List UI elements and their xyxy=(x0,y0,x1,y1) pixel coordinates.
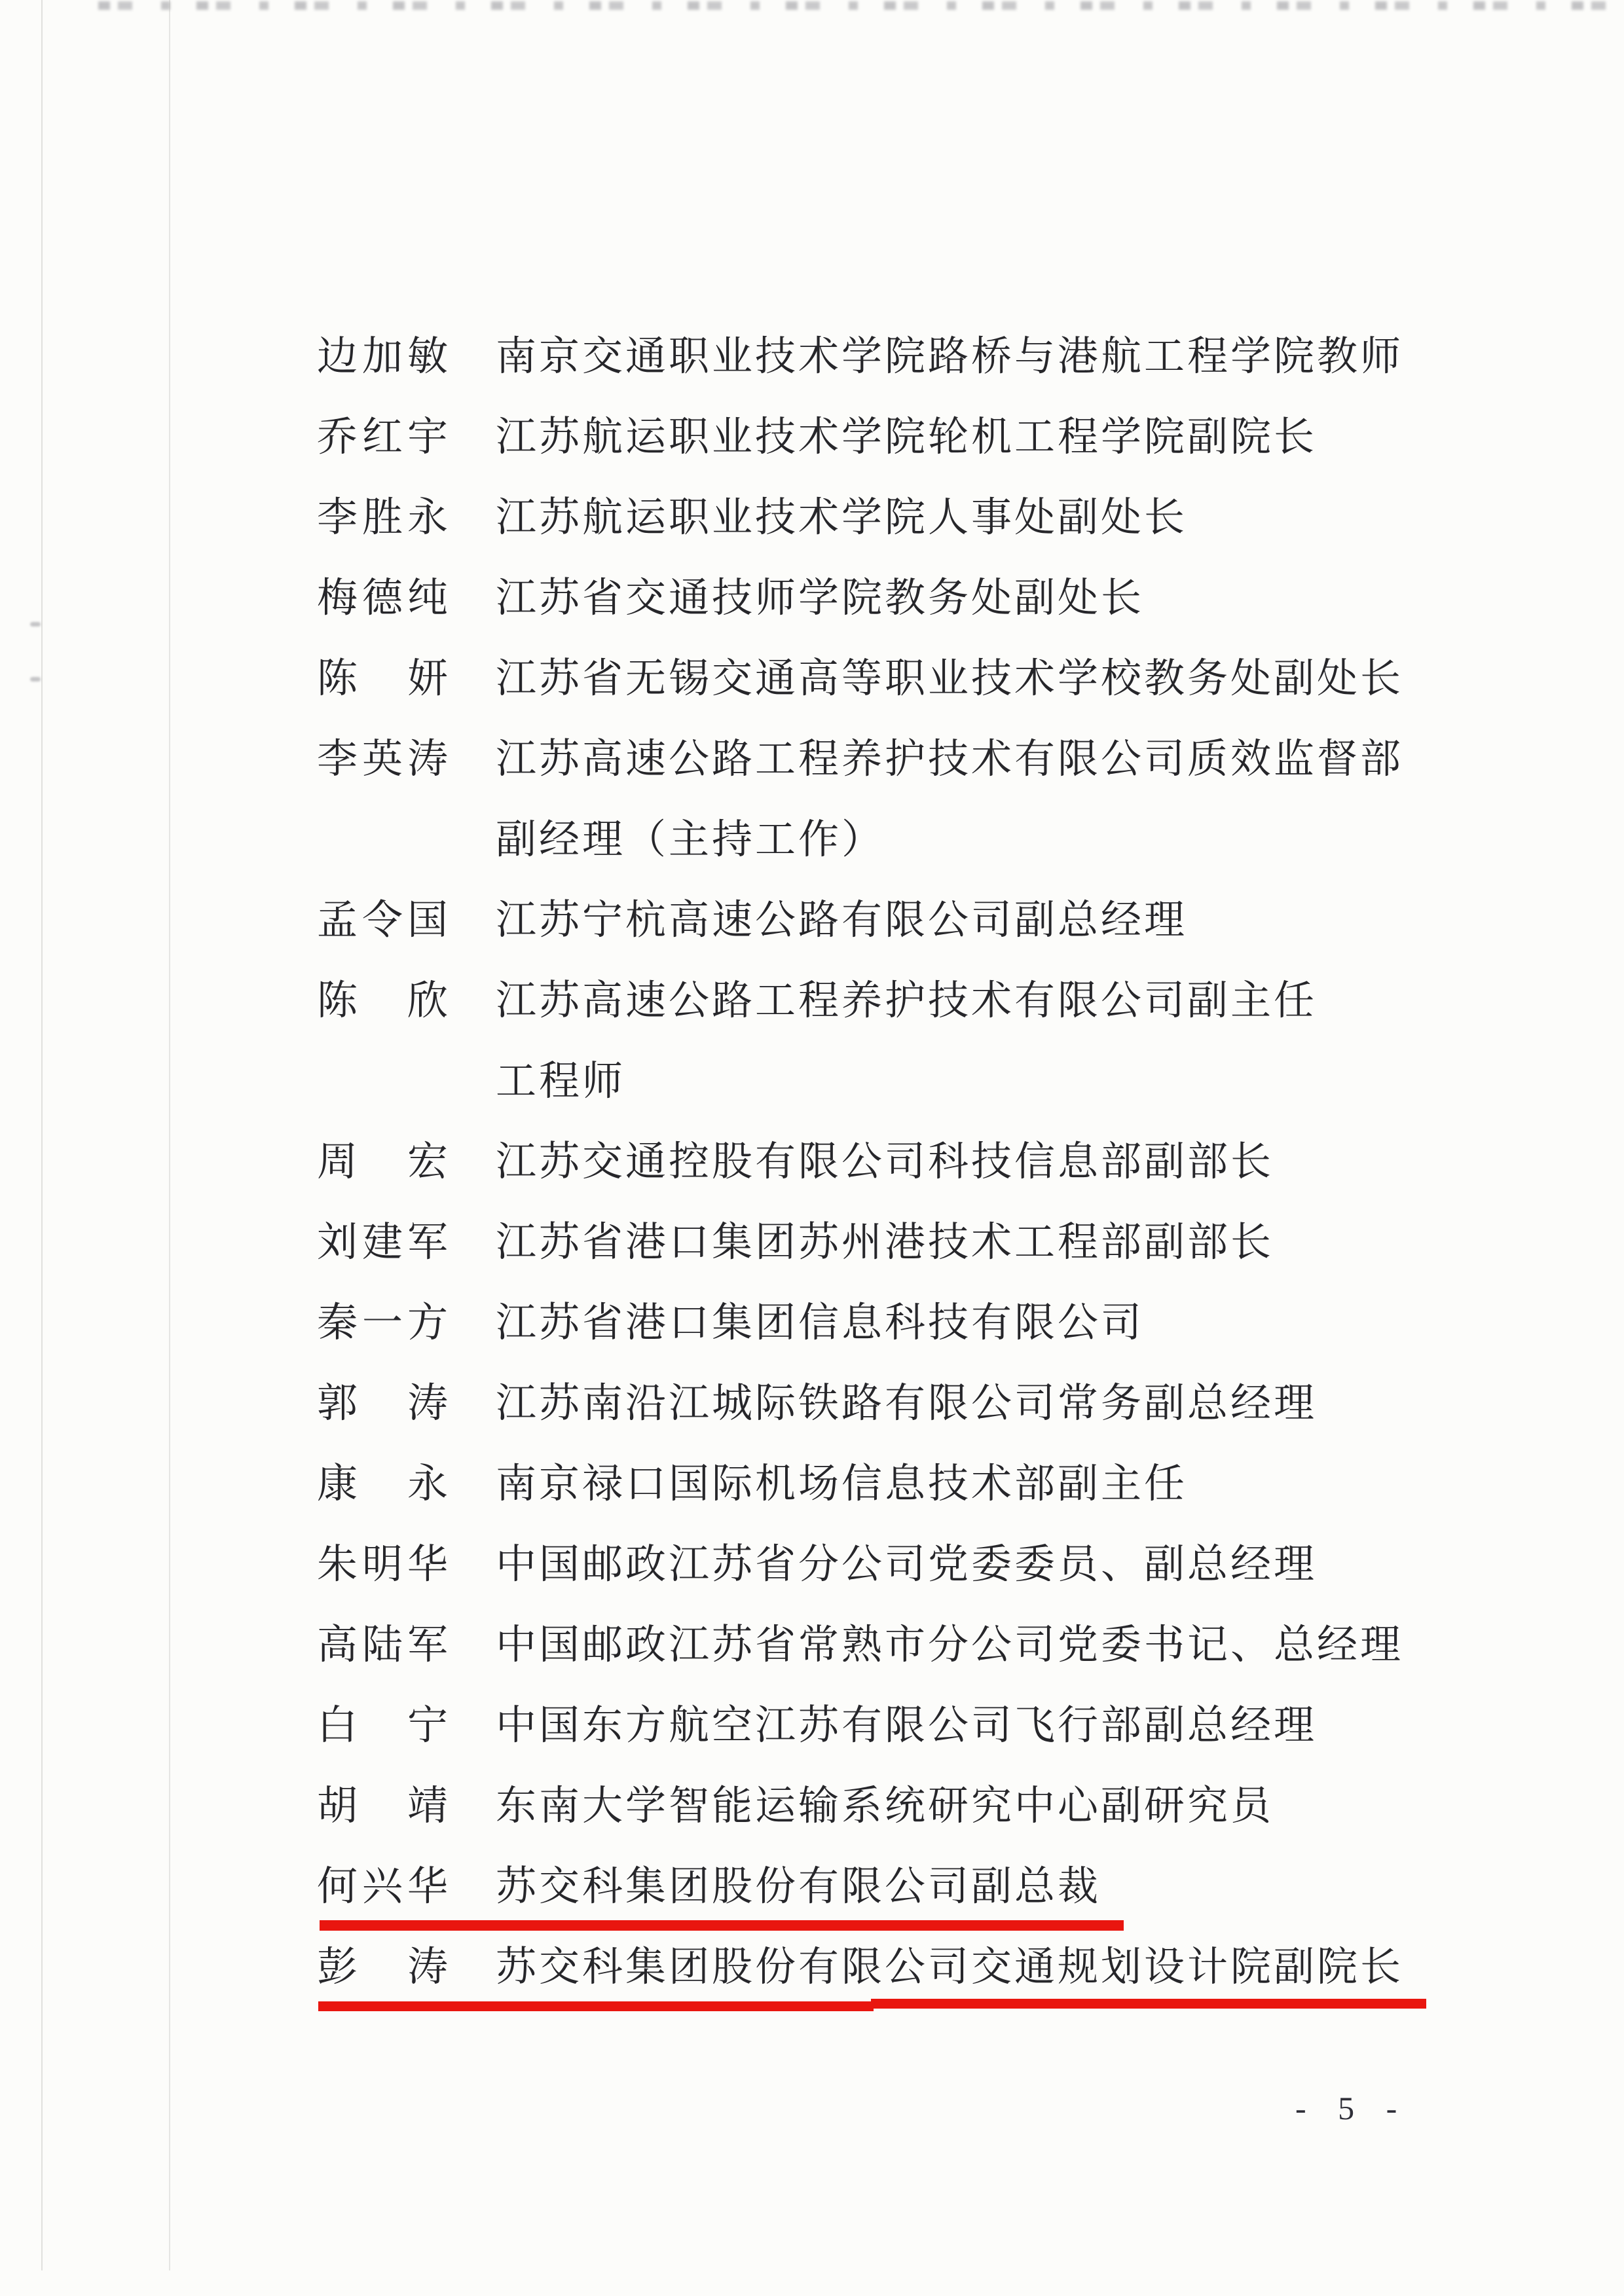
person-title-line: 中国邮政江苏省常熟市分公司党委书记、总经理 xyxy=(496,1623,1404,1667)
person-title-line: 江苏航运职业技术学院轮机工程学院副院长 xyxy=(496,415,1318,460)
person-title xyxy=(496,720,1403,881)
person-title-line: 江苏省交通技师学院教务处副处长 xyxy=(496,576,1145,621)
person-name: 何 兴 华 xyxy=(317,1865,448,1909)
person-title-line: 南京交通职业技术学院路桥与港航工程学院教师 xyxy=(496,335,1404,379)
person-title-line: 江苏航运职业技术学院人事处副处长 xyxy=(496,496,1188,540)
person-title-line: 南京禄口国际机场信息技术部副主任 xyxy=(496,1462,1188,1506)
roster-row xyxy=(317,478,1403,558)
person-title xyxy=(496,639,1403,720)
person-name: 朱 明 华 xyxy=(317,1542,448,1587)
roster-row xyxy=(317,1283,1403,1364)
person-title xyxy=(496,1203,1274,1283)
person-title-line: 江苏高速公路工程养护技术有限公司质效监督部 xyxy=(496,737,1404,782)
person-title xyxy=(496,1364,1317,1444)
scan-bleedthrough-artifact xyxy=(98,1,1617,10)
roster-row xyxy=(317,961,1403,1122)
person-title xyxy=(496,1525,1317,1605)
page-number: - 5 - xyxy=(1295,2090,1409,2126)
roster-row xyxy=(317,1847,1403,1927)
scan-speck-artifact xyxy=(30,677,41,682)
person-name: 李 胜 永 xyxy=(317,496,448,540)
person-name: 刘 建 军 xyxy=(317,1220,448,1265)
red-underline xyxy=(871,1999,1426,2009)
roster-row xyxy=(317,720,1403,881)
roster-row xyxy=(317,558,1403,639)
person-title-line: 江苏南沿江城际铁路有限公司常务副总经理 xyxy=(496,1381,1318,1426)
person-title-line: 中国邮政江苏省分公司党委委员、副总经理 xyxy=(496,1542,1318,1587)
person-title xyxy=(496,881,1187,961)
person-name: 白 宁 xyxy=(317,1704,448,1748)
roster-row xyxy=(317,1364,1403,1444)
award-roster-list xyxy=(317,317,1403,2008)
person-name: 李 英 涛 xyxy=(317,737,448,782)
roster-row xyxy=(317,1766,1403,1847)
scan-speck-artifact xyxy=(30,622,41,627)
person-name: 边 加 敏 xyxy=(317,335,448,379)
roster-row xyxy=(317,881,1403,961)
person-name: 梅 德 纯 xyxy=(317,576,448,621)
scan-fold-line xyxy=(41,0,43,2270)
roster-row xyxy=(317,397,1403,478)
person-title xyxy=(496,558,1144,639)
roster-row xyxy=(317,639,1403,720)
person-title-line: 苏交科集团股份有限公司交通规划设计院副院长 xyxy=(496,1945,1404,1990)
roster-row xyxy=(317,1525,1403,1605)
scan-fold-line xyxy=(169,0,170,2270)
person-title-line: 苏交科集团股份有限公司副总裁 xyxy=(496,1865,1101,1909)
person-name: 孟 令 国 xyxy=(317,898,448,943)
red-underline xyxy=(320,1920,1124,1931)
person-title-line: 江苏交通控股有限公司科技信息部副部长 xyxy=(496,1140,1274,1184)
roster-row xyxy=(317,1927,1403,2008)
roster-row xyxy=(317,1444,1403,1525)
person-name: 秦 一 方 xyxy=(317,1301,448,1345)
person-name: 周 宏 xyxy=(317,1140,448,1184)
person-title xyxy=(496,1444,1187,1525)
person-name: 高 陆 军 xyxy=(317,1623,448,1667)
person-title-line: 江苏宁杭高速公路有限公司副总经理 xyxy=(496,898,1188,943)
person-name: 康 永 xyxy=(317,1462,448,1506)
roster-row xyxy=(317,317,1403,397)
person-name: 郭 涛 xyxy=(317,1381,448,1426)
person-title-line: 东南大学智能运输系统研究中心副研究员 xyxy=(496,1784,1274,1829)
person-name: 陈 欣 xyxy=(317,979,448,1023)
person-title xyxy=(496,317,1403,397)
person-name: 胡 靖 xyxy=(317,1784,448,1829)
person-title-line: 江苏省无锡交通高等职业技术学校教务处副处长 xyxy=(496,657,1404,701)
person-title-line: 江苏省港口集团苏州港技术工程部副部长 xyxy=(496,1220,1274,1265)
roster-row xyxy=(317,1203,1403,1283)
red-underline xyxy=(318,2001,874,2011)
person-name: 彭 涛 xyxy=(317,1945,448,1990)
person-title xyxy=(496,1847,1101,1927)
roster-row xyxy=(317,1122,1403,1203)
person-title xyxy=(496,961,1317,1122)
person-title xyxy=(496,1766,1274,1847)
person-name: 陈 妍 xyxy=(317,657,448,701)
person-title xyxy=(496,1686,1317,1766)
person-title-line: 江苏省港口集团信息科技有限公司 xyxy=(496,1301,1145,1345)
roster-row xyxy=(317,1605,1403,1686)
person-title xyxy=(496,1927,1403,2008)
person-title xyxy=(496,397,1317,478)
roster-row xyxy=(317,1686,1403,1766)
person-title xyxy=(496,1122,1274,1203)
person-title-line: 副经理（主持工作） xyxy=(496,818,885,862)
person-name: 乔 红 宇 xyxy=(317,415,448,460)
person-title-line: 江苏高速公路工程养护技术有限公司副主任 xyxy=(496,979,1318,1023)
person-title-line: 中国东方航空江苏有限公司飞行部副总经理 xyxy=(496,1704,1318,1748)
person-title xyxy=(496,1605,1403,1686)
person-title xyxy=(496,478,1187,558)
person-title-line: 工程师 xyxy=(496,1059,626,1104)
person-title xyxy=(496,1283,1144,1364)
